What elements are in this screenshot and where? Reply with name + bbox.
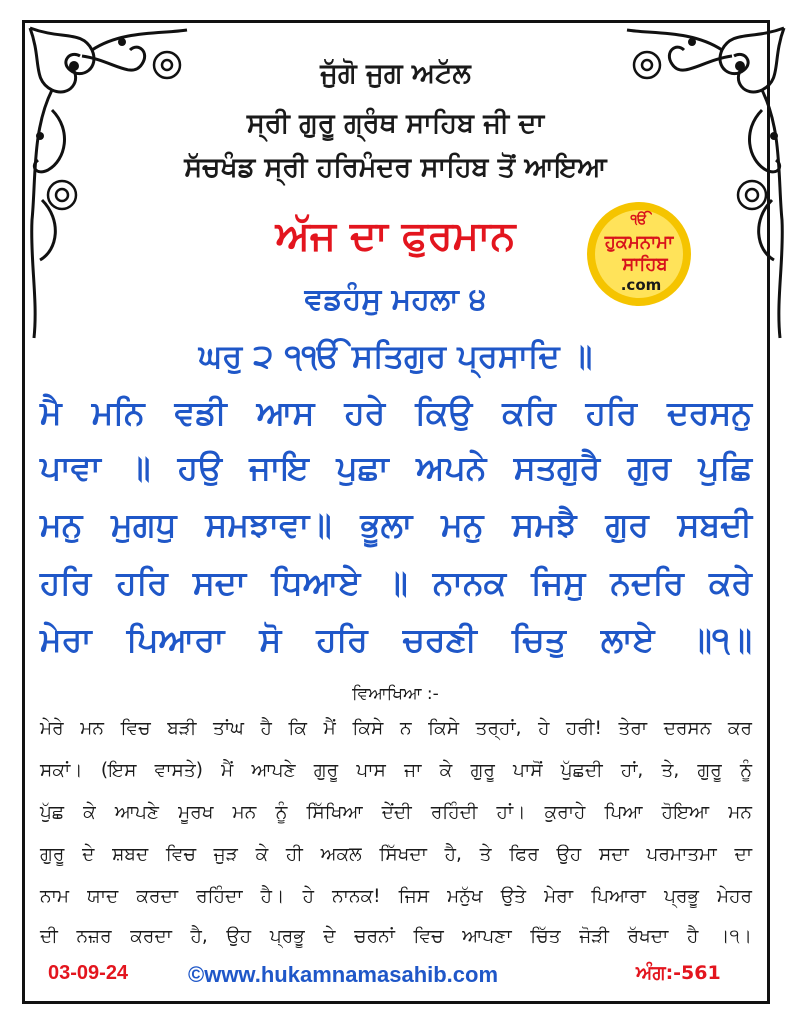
shabad-line: ਮੈ ਮਨਿ ਵਡੀ ਆਸ ਹਰੇ ਕਿਉ ਕਰਿ ਹਰਿ ਦਰਸਨੁ (40, 393, 752, 432)
logo-ik-onkar: ੴ (630, 212, 648, 228)
logo-word-2: ਸਾਹਿਬ (622, 254, 668, 275)
explanation-line: ਦੀ ਨਜ਼ਰ ਕਰਦਾ ਹੈ, ਉਹ ਪ੍ਰਭੂ ਦੇ ਚਰਨਾਂ ਵਿਚ ਆਪਣਾ ਚਿੱਤ ਜੋੜੀ ਰੱਖਦਾ ਹੈ ।੧। (40, 926, 752, 947)
page-title: ਅੱਜ ਦਾ ਫੁਰਮਾਨ (275, 213, 516, 259)
explanation-line: ਨਾਮ ਯਾਦ ਕਰਦਾ ਰਹਿੰਦਾ ਹੈ। ਹੇ ਨਾਨਕ! ਜਿਸ ਮਨੁੱਖ ਉਤੇ ਮੇਰਾ ਪਿਆਰਾ ਪ੍ਰਭੂ ਮੇਹਰ (40, 886, 752, 907)
shabad-ghar: ਘਰੁ ੨ ੧ੴ ਸਤਿਗੁਰ ਪ੍ਰਸਾਦਿ ॥ (198, 337, 593, 375)
shabad-line: ਪਾਵਾ ॥ ਹਉ ਜਾਇ ਪੁਛਾ ਅਪਨੇ ਸਤਗੁਰੈ ਗੁਰ ਪੁਛਿ (40, 448, 752, 487)
footer-ang-number: ਅੰਗ:-561 (636, 962, 721, 984)
explanation-line: ਸਕਾਂ। (ਇਸ ਵਾਸਤੇ) ਮੈਂ ਆਪਣੇ ਗੁਰੂ ਪਾਸ ਜਾ ਕੇ ਗੁਰੂ ਪਾਸੋਂ ਪੁੱਛਦੀ ਹਾਂ, ਤੇ, ਗੁਰੂ ਨੂੰ (40, 760, 752, 781)
footer-date: 03-09-24 (48, 962, 129, 984)
logo-word-3: .com (620, 276, 662, 294)
logo-word-1: ਹੁਕਮਨਾਮਾ (604, 232, 674, 253)
heading-line-3: ਸੱਚਖੰਡ ਸ੍ਰੀ ਹਰਿਮੰਦਰ ਸਾਹਿਬ ਤੋਂ ਆਇਆ (184, 152, 607, 183)
footer-website-link[interactable]: ©www.hukamnamasahib.com (188, 962, 499, 987)
heading-line-1: ਜੁੱਗੋ ਜੁਗ ਅਟੱਲ (320, 58, 471, 89)
heading-line-2: ਸ੍ਰੀ ਗੁਰੂ ਗ੍ਰੰਥ ਸਾਹਿਬ ਜੀ ਦਾ (246, 108, 545, 139)
shabad-raag: ਵਡਹੰਸੁ ਮਹਲਾ ੪ (304, 282, 487, 317)
shabad-line: ਮਨੁ ਮੁਗਧੁ ਸਮਝਾਵਾ॥ ਭੂਲਾ ਮਨੁ ਸਮਝੈ ਗੁਰ ਸਬਦੀ (40, 505, 752, 544)
shabad-line: ਹਰਿ ਹਰਿ ਸਦਾ ਧਿਆਏ ॥ ਨਾਨਕ ਜਿਸੁ ਨਦਰਿ ਕਰੇ (40, 563, 752, 602)
explanation-line: ਮੇਰੇ ਮਨ ਵਿਚ ਬੜੀ ਤਾਂਘ ਹੈ ਕਿ ਮੈਂ ਕਿਸੇ ਨ ਕਿਸੇ ਤਰ੍ਹਾਂ, ਹੇ ਹਰੀ! ਤੇਰਾ ਦਰਸਨ ਕਰ (40, 718, 752, 739)
shabad-line: ਮੇਰਾ ਪਿਆਰਾ ਸੋ ਹਰਿ ਚਰਣੀ ਚਿਤੁ ਲਾਏ ॥੧॥ (40, 620, 752, 659)
explanation-label: ਵਿਆਖਿਆ :- (352, 684, 439, 704)
explanation-line: ਗੁਰੂ ਦੇ ਸ਼ਬਦ ਵਿਚ ਜੁੜ ਕੇ ਹੀ ਅਕਲ ਸਿੱਖਦਾ ਹੈ, ਤੇ ਫਿਰ ਉਹ ਸਦਾ ਪਰਮਾਤਮਾ ਦਾ (40, 844, 752, 865)
explanation-line: ਪੁੱਛ ਕੇ ਆਪਣੇ ਮੂਰਖ ਮਨ ਨੂੰ ਸਿੱਖਿਆ ਦੇਂਦੀ ਰਹਿੰਦੀ ਹਾਂ। ਕੁਰਾਹੇ ਪਿਆ ਹੋਇਆ ਮਨ (40, 802, 752, 823)
